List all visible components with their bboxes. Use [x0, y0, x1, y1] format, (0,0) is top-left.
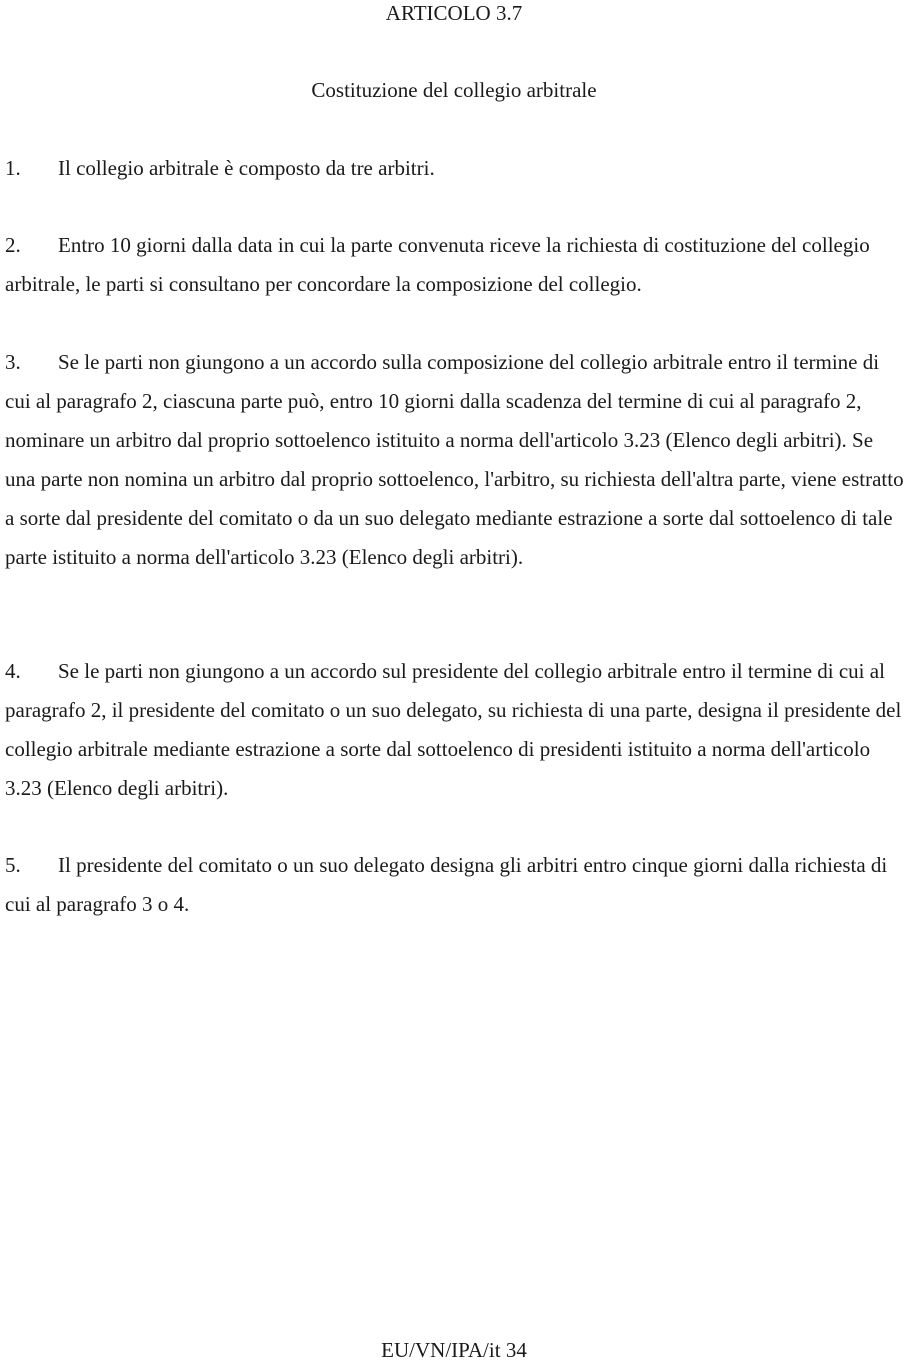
paragraph-number: 2. — [5, 233, 21, 257]
paragraph-text: Il collegio arbitrale è composto da tre arbitri. — [58, 156, 435, 180]
article-number: ARTICOLO 3.7 — [385, 1, 523, 25]
paragraph-text: Se le parti non giungono a un accordo sul presidente del collegio arbitrale entro il termine di cui al paragrafo 2, il presidente del comitato o un suo delegato, su richiesta di una parte, designa il presidente del collegio arbitrale mediante estrazione a sorte dal sottoelenco di presidenti istituito a norma dell'articolo 3.23 (Elenco degli arbitri). — [5, 659, 902, 800]
paragraph-number: 3. — [5, 350, 21, 374]
paragraph-number: 4. — [5, 659, 21, 683]
paragraph-text: Se le parti non giungono a un accordo sulla composizione del collegio arbitrale entro il termine di cui al paragrafo 2, ciascuna parte può, entro 10 giorni dalla scadenza del termine di cui al paragrafo 2, nominare un arbitro dal proprio sottoelenco istituito a norma dell'articolo 3.23 (Elenco degli arbitri). Se una parte non nomina un arbitro dal proprio sottoelenco, l'arbitro, su richiesta dell'altra parte, viene estratto a sorte dal presidente del comitato o da un suo delegato mediante estrazione a sorte dal sottoelenco di tale parte istituito a norma dell'articolo 3.23 (Elenco degli arbitri). — [5, 350, 904, 569]
article-title: Costituzione del collegio arbitrale — [311, 78, 597, 102]
paragraph-2 — [5, 226, 905, 304]
paragraph-text: Il presidente del comitato o un suo delegato designa gli arbitri entro cinque giorni dalla richiesta di cui al paragrafo 3 o 4. — [5, 853, 888, 916]
paragraph-3 — [5, 343, 905, 577]
page-footer: EU/VN/IPA/it 34 — [381, 1338, 527, 1362]
paragraph-number: 5. — [5, 853, 21, 877]
paragraph-5 — [5, 846, 905, 924]
paragraph-number: 1. — [5, 156, 21, 180]
paragraph-1 — [5, 149, 905, 188]
paragraph-4 — [5, 652, 905, 808]
paragraph-text: Entro 10 giorni dalla data in cui la parte convenuta riceve la richiesta di costituzione del collegio arbitrale, le parti si consultano per concordare la composizione del collegio. — [5, 233, 870, 296]
